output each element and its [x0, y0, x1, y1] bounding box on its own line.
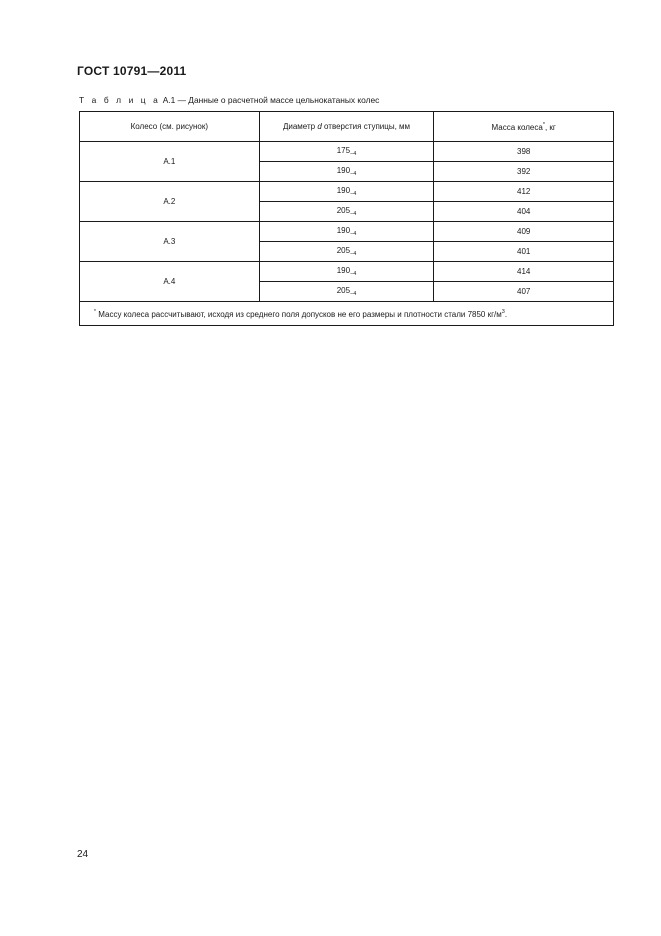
table-caption-text: А.1 — Данные о расчетной массе цельнокатаных колес: [162, 95, 380, 105]
diameter-value: 175: [336, 146, 351, 155]
header-mass: [434, 112, 614, 142]
diameter-cell: [259, 202, 434, 222]
diameter-value: 190: [336, 226, 351, 235]
footnote-row: [80, 302, 614, 326]
wheel-cell: А.2: [80, 182, 260, 222]
header-mass-mark: *: [542, 121, 545, 128]
header-mass-unit: , кг: [544, 122, 556, 132]
diameter-tolerance: −4: [350, 251, 357, 257]
mass-cell: 404: [434, 202, 614, 222]
diameter-cell: [259, 262, 434, 282]
header-diameter-var: d: [317, 122, 322, 131]
header-diameter-post: отверстия ступицы, мм: [321, 122, 411, 131]
mass-cell: 414: [434, 262, 614, 282]
mass-cell: 392: [434, 162, 614, 182]
header-diameter: [259, 112, 434, 142]
wheel-cell: А.1: [80, 142, 260, 182]
table-caption: [79, 95, 379, 105]
table-row: [80, 262, 614, 282]
diameter-cell: [259, 182, 434, 202]
mass-cell: 398: [434, 142, 614, 162]
diameter-value: 205: [336, 286, 351, 295]
mass-cell: 407: [434, 282, 614, 302]
wheel-mass-table: [79, 111, 614, 326]
diameter-tolerance: −4: [350, 271, 357, 277]
mass-cell: 409: [434, 222, 614, 242]
mass-cell: 401: [434, 242, 614, 262]
diameter-value: 190: [336, 186, 351, 195]
table-row: [80, 182, 614, 202]
footnote-exponent: 3: [501, 309, 505, 315]
document-code: ГОСТ 10791—2011: [77, 64, 187, 78]
table-footnote: [80, 302, 614, 326]
footnote-end: .: [504, 310, 508, 319]
diameter-tolerance: −4: [350, 211, 357, 217]
diameter-value: 205: [336, 246, 351, 255]
table-header-row: [80, 112, 614, 142]
diameter-value: 205: [336, 206, 351, 215]
diameter-cell: [259, 222, 434, 242]
table-row: [80, 142, 614, 162]
footnote-text: Массу колеса рассчитывают, исходя из среднего поля допусков не его размеры и плотности стали 7850 кг/м: [96, 310, 502, 319]
diameter-cell: [259, 162, 434, 182]
header-wheel: Колесо (см. рисунок): [80, 112, 260, 142]
diameter-tolerance: −4: [350, 231, 357, 237]
diameter-tolerance: −4: [350, 171, 357, 177]
diameter-tolerance: −4: [350, 191, 357, 197]
footnote-mark: *: [93, 309, 97, 315]
diameter-tolerance: −4: [350, 291, 357, 297]
mass-cell: 412: [434, 182, 614, 202]
page-number: 24: [77, 849, 89, 860]
diameter-cell: [259, 242, 434, 262]
table-row: [80, 222, 614, 242]
table-caption-prefix: Т а б л и ц а: [79, 95, 161, 105]
diameter-tolerance: −4: [350, 151, 357, 157]
diameter-cell: [259, 142, 434, 162]
header-diameter-pre: Диаметр: [282, 122, 318, 131]
wheel-cell: А.4: [80, 262, 260, 302]
header-mass-label: Масса колеса: [491, 122, 543, 132]
wheel-cell: А.3: [80, 222, 260, 262]
diameter-value: 190: [336, 166, 351, 175]
diameter-cell: [259, 282, 434, 302]
diameter-value: 190: [336, 266, 351, 275]
